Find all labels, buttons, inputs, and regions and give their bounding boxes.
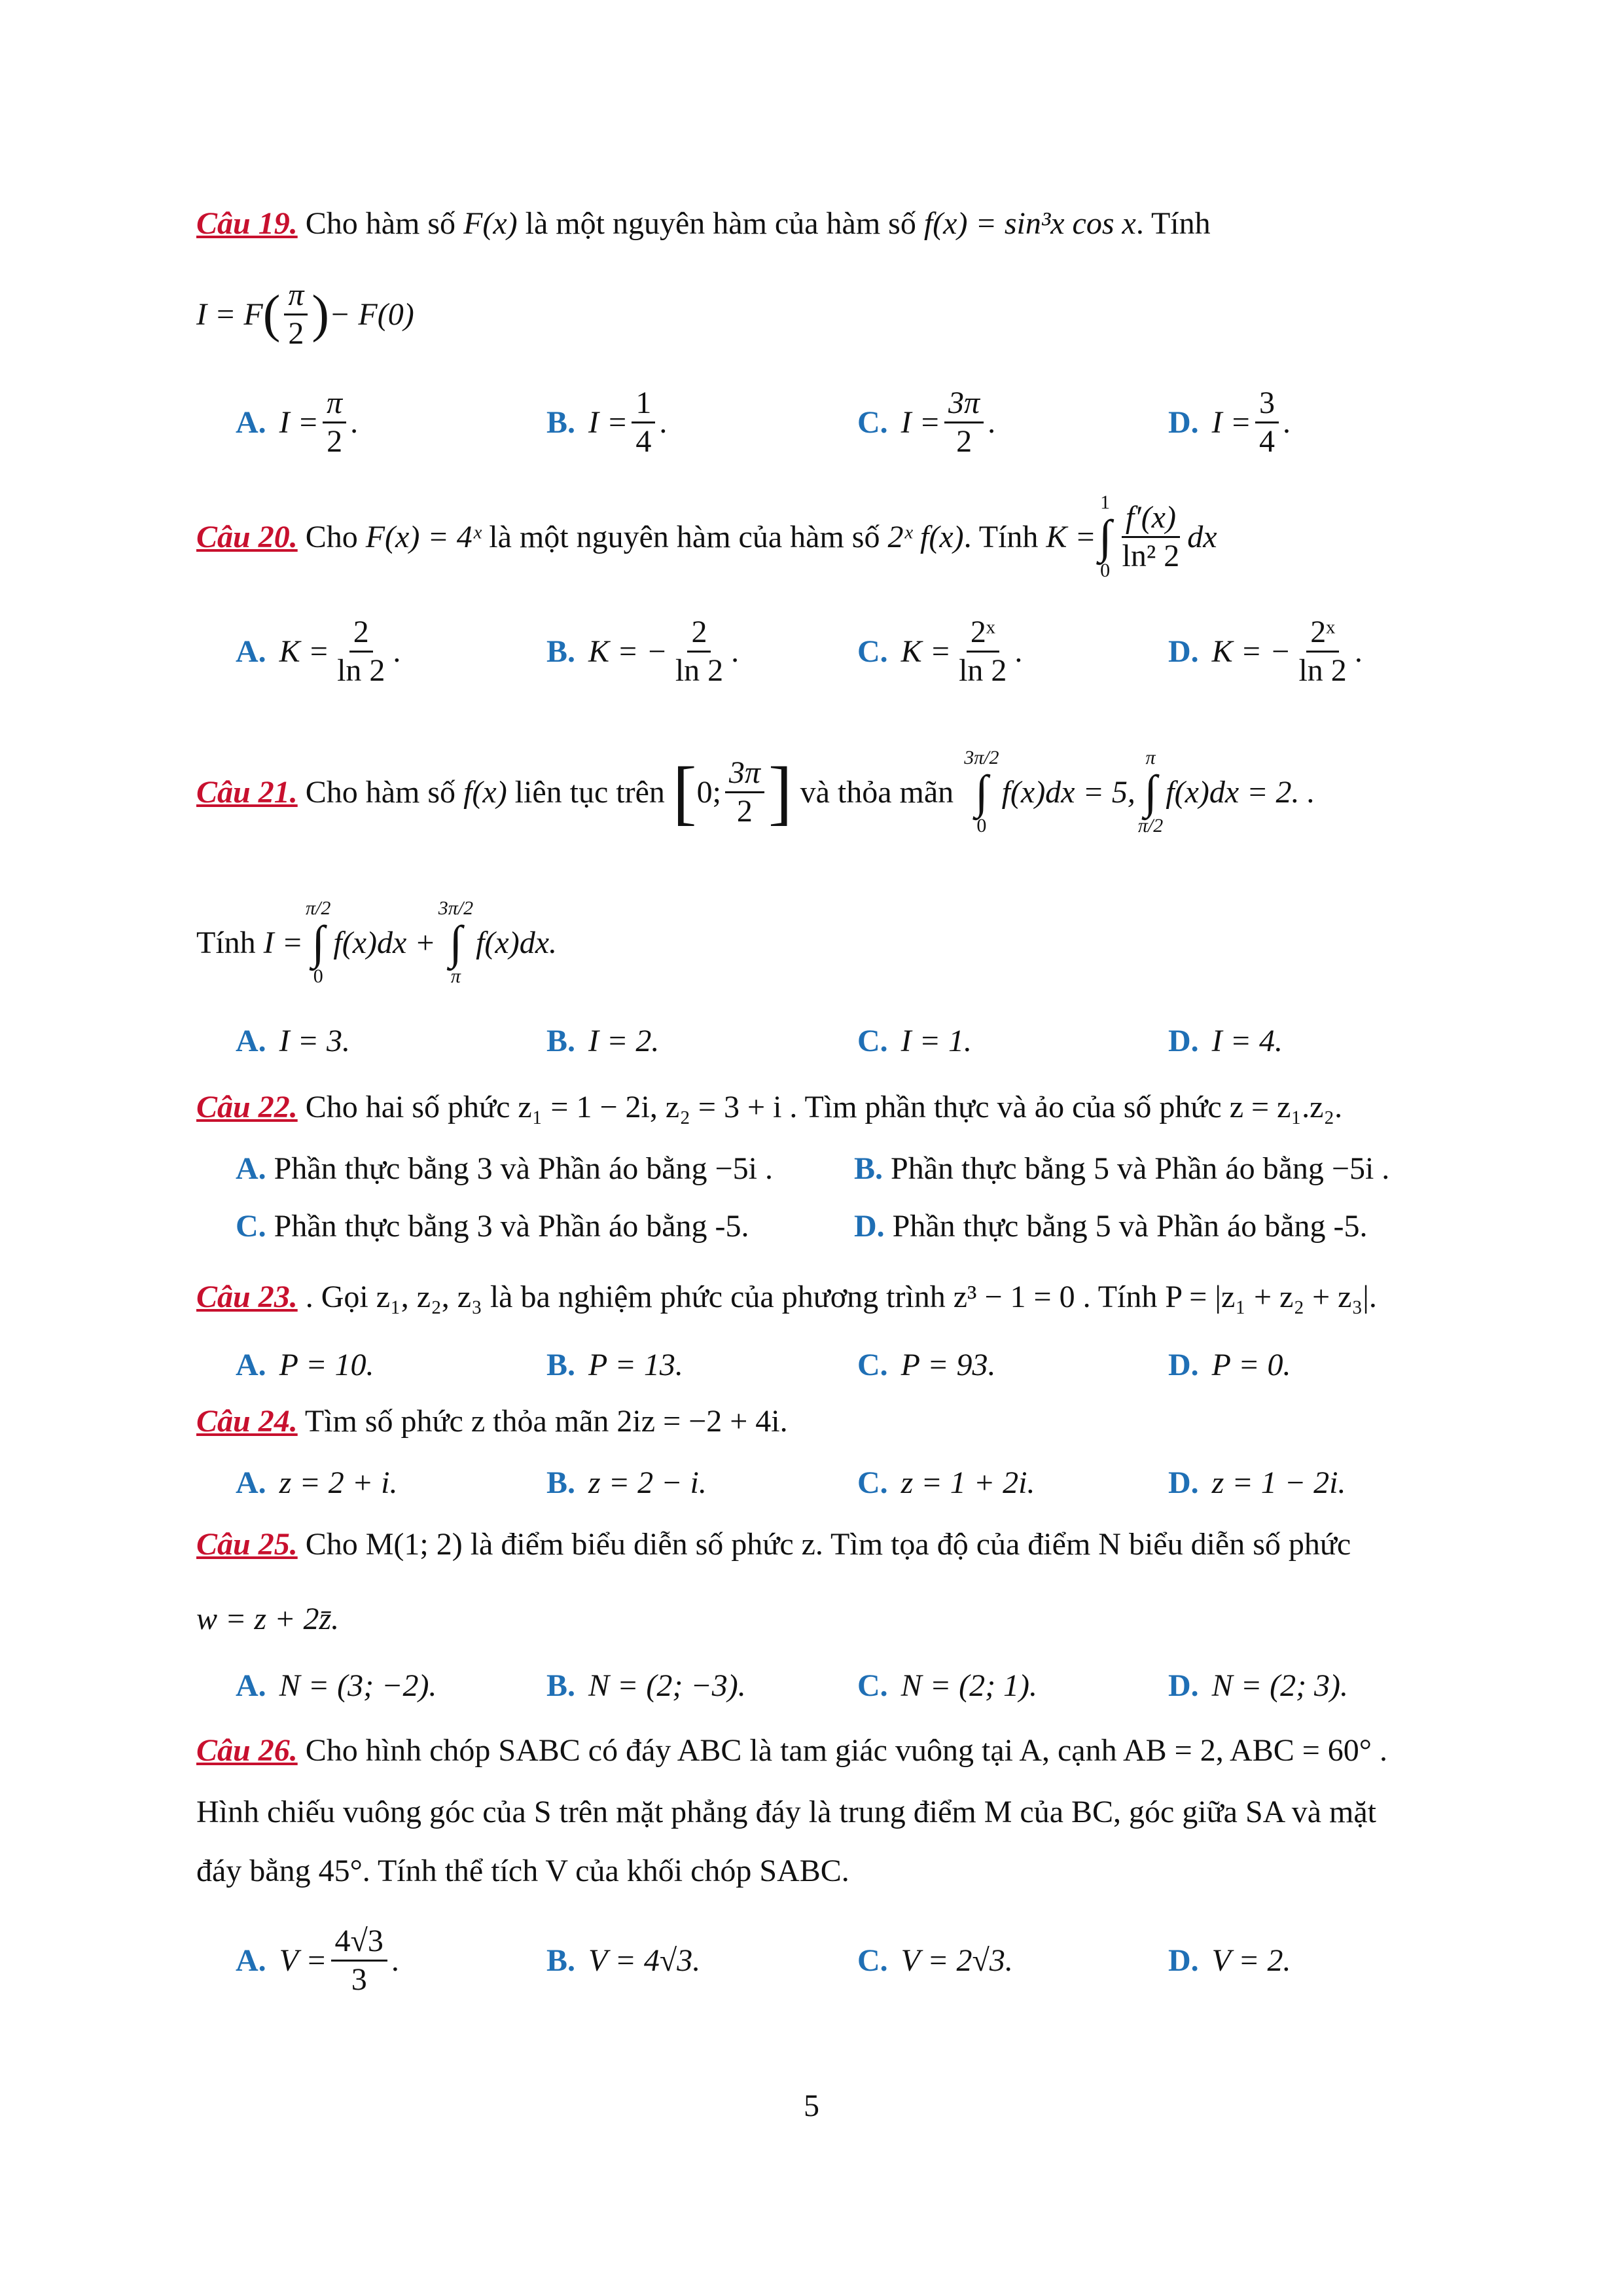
option-frac [323,385,346,460]
frac-den: 2 [736,793,753,829]
question-26-line-2 [196,1791,1440,1833]
option-B[interactable] [546,1338,683,1391]
integral-upper: 1 [1100,492,1111,513]
question-21-integral-4 [438,897,473,988]
option-label: A. [236,1151,266,1186]
option-B[interactable] [546,1659,746,1712]
option-label: B. [546,1465,576,1500]
option-value: I = 4. [1211,1023,1283,1058]
option-value: P = 13. [588,1347,683,1382]
option-label: A. [236,404,266,440]
frac-den: 2 [288,315,304,351]
option-label: A. [236,634,266,669]
option-D[interactable] [1168,1918,1291,2003]
frac-den: 4 [1259,423,1275,459]
question-21-fx: f(x) [463,774,507,810]
frac-num: f′(x) [1122,499,1180,538]
integral-body: f(x)dx = 2. . [1166,774,1315,810]
option-value: I = 1. [901,1023,972,1058]
question-20-K: K = [1046,519,1096,554]
question-20-text-c: . Tính [963,519,1046,554]
option-label: C. [857,1347,888,1382]
question-20-line-1 [196,488,1440,586]
option-value: z = 2 − i. [588,1465,707,1500]
question-20-fx: 2ˣ f(x) [887,519,964,554]
option-value: Phần thực bằng 3 và Phần áo bằng -5. [274,1209,749,1244]
option-label: A. [236,1668,266,1703]
question-19-fx: f(x) = sin³x cos x [923,206,1136,241]
question-21-text-c: và thỏa mãn [792,774,962,810]
option-label: A. [236,1943,266,1978]
option-C[interactable] [857,1456,1035,1509]
option-frac [333,614,389,689]
option-lhs: I = [279,404,319,440]
question-25-text: Cho M(1; 2) là điểm biểu diễn số phức z. Tìm tọa độ của điểm N biểu diễn số phức [297,1527,1351,1562]
integral-lower: 0 [1100,560,1111,581]
option-C[interactable]: C. K = $\frac{\text{2ˣ}}{\ln 2}$ . [857,614,1023,688]
frac-num: π [284,277,308,315]
question-21-I: I = [263,925,304,960]
frac-den: ln² 2 [1122,538,1180,573]
frac-den: ln 2 [337,653,385,688]
question-23-text: . Gọi z₁, z₂, z₃ là ba nghiệm phức của phương trình z³ − 1 = 0 . Tính P = |z₁ + z₂ + z₃|. [297,1280,1377,1314]
option-lhs: I = [901,404,941,440]
question-21-integral-2 [1138,747,1163,837]
frac-den: 2 [327,423,343,459]
question-21-integral-3 [306,897,330,988]
option-value: N = (2; 3). [1211,1668,1349,1703]
question-21-integral-1 [964,747,999,837]
question-24-line-1 [196,1401,1440,1443]
option-value: Phần thực bằng 5 và Phần áo bằng −5i . [891,1151,1390,1186]
question-19-expr-frac [284,277,308,352]
option-frac [632,385,655,460]
option-label: C. [857,1943,888,1978]
option-B[interactable]: B. K = − $\frac{2}{\ln 2}$ . [546,614,740,688]
question-21-text-b: liên tục trên [507,774,673,810]
integral-body: f(x)dx. [476,925,558,960]
option-label: B. [546,1023,576,1058]
integral-body: f(x)dx + [333,925,436,960]
option-C[interactable] [857,1659,1037,1712]
option-value: z = 1 − 2i. [1211,1465,1346,1500]
question-26-options [236,1918,1479,2003]
option-A[interactable] [236,1456,397,1509]
question-20-integral [1099,492,1112,582]
option-label: C. [857,634,888,669]
question-25-label: Câu 25. [196,1527,298,1562]
option-label: A. [236,1347,266,1382]
question-20-text-a: Cho [297,519,366,554]
question-26-text2: Hình chiếu vuông góc của S trên mặt phẳng đáy là trung điểm M của BC, góc giữa SA và mặt [196,1795,1376,1829]
frac-den: 2 [956,423,972,459]
question-26-line-1 [196,1730,1440,1772]
option-value: N = (3; −2). [279,1668,437,1703]
question-19-expr-left: I = F [196,296,263,332]
frac-den: 3 [351,1962,367,1997]
option-label: D. [1168,1023,1199,1058]
integral-upper: 3π/2 [964,747,999,768]
question-26-text: Cho hình chóp SABC có đáy ABC là tam giác vuông tại A, cạnh AB = 2, ABC = 60° . [297,1733,1387,1768]
option-label: B. [546,1347,576,1382]
option-C[interactable] [857,1014,972,1067]
option-frac [671,614,727,689]
frac-num: 3π [725,755,764,793]
option-D[interactable] [1168,1338,1291,1391]
integral-lower: π [450,965,461,987]
question-20-Fx: F(x) = 4ˣ [365,519,482,554]
question-20-integrand [1118,499,1184,575]
option-frac [944,385,984,460]
option-B[interactable] [546,1918,700,2003]
question-19-line-2 [196,275,1440,353]
option-label: C. [857,404,888,440]
option-C[interactable]: C. I = $\frac{3\pi}{2}$ . [857,385,996,459]
option-value: V = 2√3. [901,1943,1013,1978]
option-D[interactable]: D. K = − $\frac{\text{2ˣ}}{\ln 2}$ . [1168,614,1363,688]
question-19-line-1 [196,203,1440,245]
option-label: D. [1168,1465,1199,1500]
question-19-text-a: Cho hàm số [297,206,464,241]
frac-den: ln 2 [1298,653,1347,688]
question-23-options [236,1338,1479,1391]
right-paren: ) [312,285,330,343]
option-label: B. [546,1943,576,1978]
option-label: B. [546,1668,576,1703]
frac-num: π [323,385,346,423]
integral-sign: ∫ [1144,766,1157,818]
option-label: C. [857,1668,888,1703]
question-19-expr-right: − F(0) [329,296,414,332]
option-value: P = 93. [901,1347,996,1382]
frac-num: 2 [349,614,373,653]
option-A[interactable]: A. I = $\frac{\pi}{2}$ . [236,385,359,459]
option-D[interactable] [854,1208,1368,1244]
question-20-options [236,615,1479,687]
integral-sign: ∫ [312,916,325,969]
question-22-label: Câu 22. [196,1090,298,1124]
option-A[interactable]: A. K = $\frac{2}{\ln 2}$ . [236,614,401,688]
question-25-line-1 [196,1524,1440,1566]
integral-sign: ∫ [975,766,988,818]
frac-den: ln 2 [959,653,1007,688]
frac-num: 2ˣ [1306,614,1339,653]
integral-upper: π/2 [306,897,331,919]
option-frac [331,1923,387,1998]
option-value: N = (2; −3). [588,1668,746,1703]
option-A[interactable] [236,1151,773,1187]
option-A[interactable] [236,1014,350,1067]
option-frac [1294,614,1350,689]
option-value: z = 1 + 2i. [901,1465,1035,1500]
question-24-options [236,1456,1479,1509]
option-A[interactable]: A. V = $\frac{4√3}{3}$ . [236,1923,399,1997]
option-lhs: K = [279,634,330,669]
option-label: D. [1168,404,1199,440]
question-19-label: Câu 19. [196,206,298,241]
question-25-options [236,1659,1479,1712]
right-bracket: ] [768,751,793,832]
option-value: V = 4√3. [588,1943,701,1978]
question-26-line-3 [196,1850,1440,1892]
option-label: B. [546,634,576,669]
question-20-label: Câu 20. [196,519,298,554]
integral-upper: 3π/2 [438,897,474,919]
option-label: D. [1168,1943,1199,1978]
option-label: D. [1168,1668,1199,1703]
option-B[interactable] [854,1151,1389,1187]
option-C[interactable] [857,1918,1013,2003]
option-A[interactable] [236,1338,374,1391]
option-value: P = 0. [1211,1347,1291,1382]
option-label: B. [854,1151,883,1186]
option-value: z = 2 + i. [279,1465,398,1500]
option-frac [955,614,1010,689]
frac-num: 3π [944,385,984,423]
option-C[interactable] [236,1208,749,1244]
option-label: D. [854,1209,885,1244]
question-23-label: Câu 23. [196,1280,298,1314]
integral-sign: ∫ [449,916,463,969]
option-D[interactable] [1168,1456,1346,1509]
option-label: A. [236,1023,266,1058]
option-D[interactable]: D. I = $\frac{3}{4}$ . [1168,385,1291,459]
option-lhs: K = − [1211,634,1291,669]
frac-den: ln 2 [675,653,724,688]
option-value: Phần thực bằng 3 và Phần áo bằng −5i . [274,1151,773,1186]
integral-lower: 0 [313,965,323,987]
option-lhs: I = [588,404,628,440]
integral-upper: π [1145,747,1156,768]
integral-lower: π/2 [1137,815,1164,836]
question-21-text-a: Cho hàm số [297,774,464,810]
question-26-label: Câu 26. [196,1733,298,1768]
frac-den: 4 [635,423,652,459]
question-21-label: Câu 21. [196,774,298,810]
option-value: P = 10. [279,1347,374,1382]
question-26-text3: đáy bằng 45°. Tính thể tích V của khối chóp SABC. [196,1854,849,1888]
option-frac [1255,385,1279,460]
option-C[interactable] [857,1338,996,1391]
option-label: D. [1168,1347,1199,1382]
question-21-options [236,1014,1479,1067]
frac-num: 3 [1255,385,1279,423]
question-24-text: Tìm số phức z thỏa mãn 2iz = −2 + 4i. [297,1404,788,1439]
question-21-line-1 [196,720,1440,864]
option-value: N = (2; 1). [901,1668,1038,1703]
option-A[interactable] [236,1659,437,1712]
question-20-dx: dx [1187,519,1217,554]
frac-num: 2 [687,614,711,653]
option-B[interactable] [546,1456,707,1509]
left-bracket: [ [672,751,697,832]
left-paren: ( [262,285,281,343]
option-label: D. [1168,634,1199,669]
option-value: I = 2. [588,1023,660,1058]
option-B[interactable]: B. I = $\frac{1}{4}$ . [546,385,668,459]
question-22-text: Cho hai số phức z₁ = 1 − 2i, z₂ = 3 + i . Tìm phần thực và ảo của số phức z = z₁.z₂. [297,1090,1343,1124]
question-19-text-b: là một nguyên hàm của hàm số [517,206,924,241]
page-number: 5 [804,2089,819,2123]
question-20-text-b: là một nguyên hàm của hàm số [481,519,888,554]
option-label: A. [236,1465,266,1500]
question-21-tinh: Tính [196,925,264,960]
option-D[interactable] [1168,1659,1348,1712]
integral-body: f(x)dx = 5, [1001,774,1135,810]
option-value: V = 2. [1211,1943,1291,1978]
option-lhs: K = − [588,634,668,669]
option-value: I = 3. [279,1023,351,1058]
question-21-line-2 [196,877,1440,1008]
question-22-line-1 [196,1086,1440,1128]
option-lhs: V = [279,1943,327,1978]
question-19-options [236,386,1479,458]
frac-num: 1 [632,385,655,423]
option-D[interactable] [1168,1014,1283,1067]
interval-left: 0; [696,774,721,810]
option-label: C. [857,1023,888,1058]
frac-num: 2ˣ [967,614,999,653]
option-label: C. [857,1465,888,1500]
integral-lower: 0 [976,815,987,836]
option-label: C. [236,1209,266,1244]
option-B[interactable] [546,1014,659,1067]
option-lhs: K = [901,634,952,669]
question-25-text2: w = z + 2z̄. [196,1602,340,1636]
question-19-text-c: . Tính [1135,206,1211,241]
question-25-line-2 [196,1598,1440,1640]
frac-num: 4√3 [331,1923,387,1962]
integral-sign: ∫ [1098,511,1112,563]
option-lhs: I = [1211,404,1252,440]
question-24-label: Câu 24. [196,1404,298,1439]
question-23-line-1 [196,1276,1440,1318]
option-value: Phần thực bằng 5 và Phần áo bằng -5. [892,1209,1368,1244]
question-19-Fx: F(x) [463,206,518,241]
option-label: B. [546,404,576,440]
interval-frac [725,755,764,830]
